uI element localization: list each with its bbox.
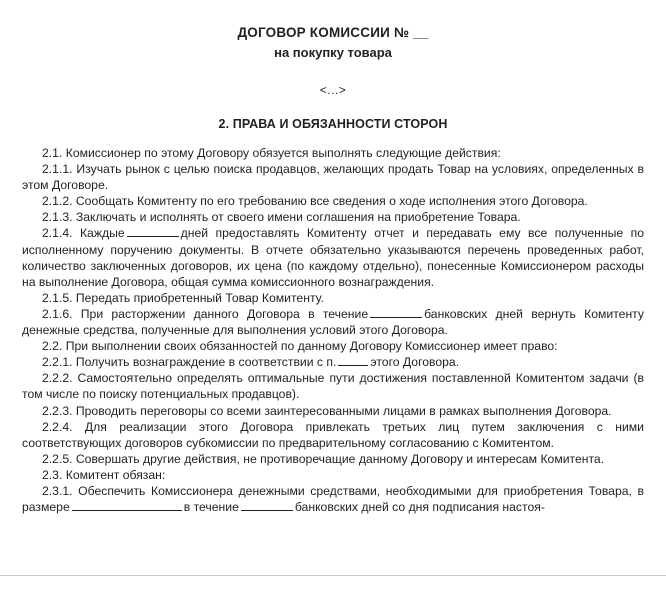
clause-2-1-6 — [22, 306, 644, 338]
blank-days-2-1-6[interactable] — [370, 307, 422, 318]
clause-2-3: 2.3. Комитент обязан: — [42, 467, 166, 482]
blank-days-2-1-4[interactable] — [127, 226, 179, 237]
clause-2-2-5: 2.2.5. Совершать другие действия, не противоречащие данному Договору и интересам Комитента. — [42, 451, 605, 466]
page-bottom-divider — [0, 575, 666, 576]
blank-clause-2-2-1[interactable] — [338, 355, 368, 366]
clause-2-3-1-text-mid: в течение — [183, 500, 239, 515]
document-body — [22, 145, 644, 515]
blank-amount-2-3-1[interactable] — [72, 500, 182, 511]
blank-days-2-3-1[interactable] — [241, 500, 293, 511]
clause-2-2-1 — [22, 354, 644, 370]
clause-2-2: 2.2. При выполнении своих обязанностей по данному Договору Комиссионер имеет право: — [42, 339, 558, 354]
clause-2-2-3: 2.2.3. Проводить переговоры со всеми заинтересованными лицами в рамках выполнения Договора. — [42, 403, 612, 418]
section-heading: 2. ПРАВА И ОБЯЗАННОСТИ СТОРОН — [218, 117, 448, 131]
clause-2-2-2: 2.2.2. Самостоятельно определять оптимальные пути достижения поставленной Комитентом задачи (в том числе по поиску потенциальных продавцов). — [22, 371, 644, 402]
clause-2-1-3: 2.1.3. Заключать и исполнять от своего имени соглашения на приобретение Товара. — [42, 210, 521, 225]
clause-2-1-6-text-after: банковских дней вернуть Комитенту денежные средства, полученные для выполнения условий этого Договора. — [22, 306, 644, 338]
clause-2-1-6-text-before: 2.1.6. При расторжении данного Договора в течение — [42, 306, 369, 321]
clause-2-3-1-text-after: банковских дней со дня подписания настоя- — [294, 500, 545, 515]
clause-2-1-4 — [22, 225, 644, 289]
clause-2-2-4: 2.2.4. Для реализации этого Договора привлекать третьих лиц путем заключения с ними соответствующих договоров субкомиссии по предварительному согласованию с Комитентом. — [22, 419, 644, 450]
clause-2-1-1: 2.1.1. Изучать рынок с целью поиска продавцов, желающих продать Товар на условиях, определенных в этом Договоре. — [22, 162, 644, 193]
clause-2-1-4-text-before: 2.1.4. Каждые — [42, 226, 125, 241]
title-block — [22, 24, 644, 62]
clause-2-1-2: 2.1.2. Сообщать Комитенту по его требованию все сведения о ходе исполнения этого Договора. — [42, 194, 588, 209]
clause-2-2-1-text-after: этого Договора. — [370, 355, 460, 370]
page-subtitle: на покупку товара — [274, 45, 392, 60]
clause-2-1-4-text-after: дней предоставлять Комитенту отчет и передавать ему все полученные по исполненному поручению документы. В отчете обязательно указываются перечень проведенных работ, количество заключенных договоров, их цена (по каждому отдельно), понесенные Комиссионером расходы на выполнение Договора, общая сумма комиссионного вознаграждения. — [22, 226, 644, 289]
clause-2-2-1-text-before: 2.2.1. Получить вознаграждение в соответствии с п. — [42, 355, 337, 370]
clause-2-1-5: 2.1.5. Передать приобретенный Товар Комитенту. — [42, 290, 324, 305]
clause-2-1: 2.1. Комиссионер по этому Договору обязуется выполнять следующие действия: — [42, 146, 501, 160]
clause-2-3-1-text-before: 2.3.1. Обеспечить Комиссионера денежными средствами, необходимыми для приобретения Товара, в размере — [22, 483, 644, 515]
ellipsis-marker: <...> — [319, 83, 347, 97]
page-title: ДОГОВОР КОМИССИИ № __ — [237, 25, 429, 40]
clause-2-3-1 — [22, 483, 644, 515]
